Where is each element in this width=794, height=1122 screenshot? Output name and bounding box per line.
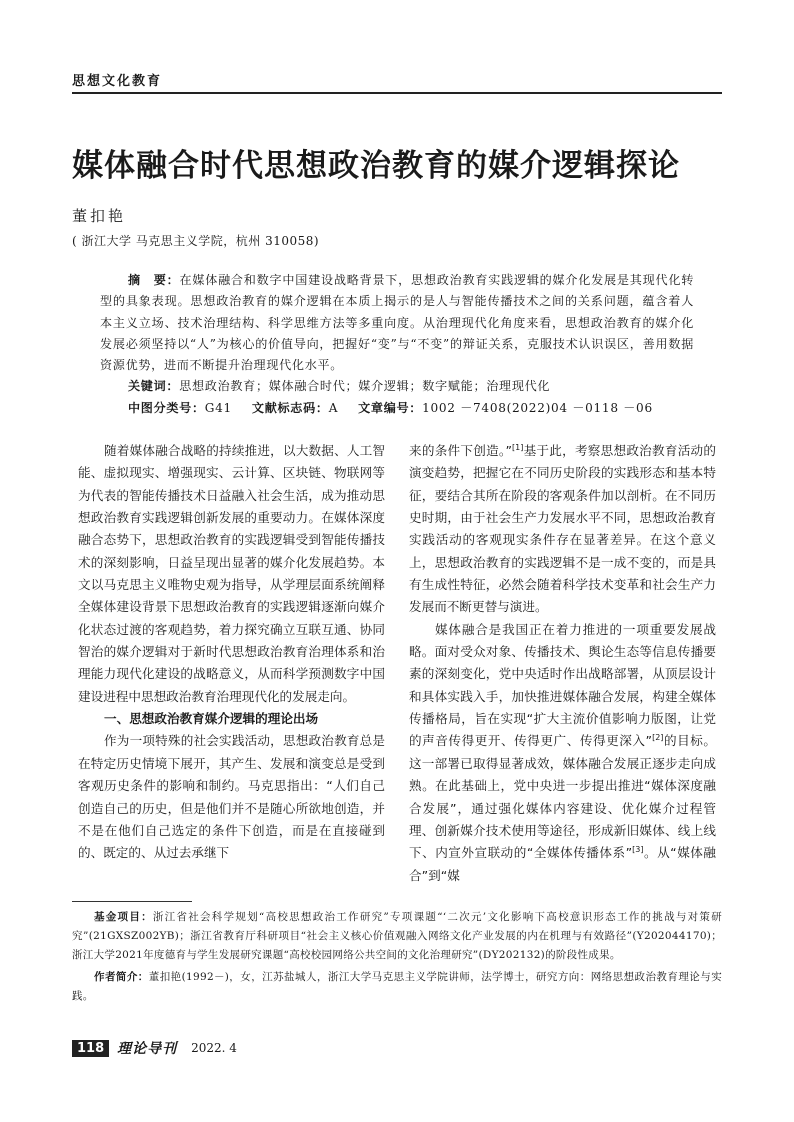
- footnotes: [72, 908, 722, 1009]
- fund-label: 基金项目：: [94, 911, 153, 923]
- author-bio-text: 董扣艳(1992－)，女，江苏盐城人，浙江大学马克思主义学院讲师，法学博士，研究方向：网络思想政治教育理论与实践。: [72, 971, 722, 1002]
- page-number: 118: [72, 1040, 109, 1057]
- paragraph-text: 来的条件下创造。”: [409, 443, 512, 458]
- section-heading-1: 一、思想政治教育媒介逻辑的理论出场: [104, 711, 319, 727]
- keywords: [100, 376, 694, 397]
- doc-code-label: 文献标志码：: [251, 400, 329, 415]
- header-rule: [72, 92, 722, 94]
- section-1-paragraph: 作为一项特殊的社会实践活动，思想政治教育总是在特定历史情境下展开，其产生、发展和演变总是受到客观历史条件的影响和制约。马克思指出：“人们自己创造自己的历史，但是他们并不是随心所欲地创造，并不是在他们自己选定的条件下创造，而是在直接碰到的、既定的、从过去承继下: [78, 733, 385, 861]
- paragraph-text: 。从“媒体融合”到“媒: [409, 845, 716, 883]
- paragraph-text: 媒体融合是我国正在着力推进的一项重要发展战略。面对受众对象、传播技术、舆论生态等信息传播要素的深刻变化，党中央适时作出战略部署，从顶层设计和具体实践入手，加快推进媒体融合发展，构建全媒体传播格局，旨在实现“扩大主流价值影响力版图，让党的声音传得更开、传得更广、传得更深入”: [409, 621, 716, 749]
- doc-code-value: A: [328, 400, 339, 415]
- footnote-rule: [72, 901, 192, 902]
- article-number-value: 1002 －7408(2022)04 －0118 －06: [422, 400, 653, 415]
- fund-text: 浙江省社会科学规划“高校思想政治工作研究”专项课题“‘二次元’文化影响下高校意识形态工作的挑战与对策研究”(21GXSZ002YB)；浙江省教育厅科研项目“社会主义核心价值观融入网络文化产业发展的内在机理与有效路径”(Y202044170)；浙江大学2021年度德育与学生发展研究课题“高校校园网络公共空间的文化治理研究”(DY202132)的阶段性成果。: [72, 911, 723, 961]
- citation-ref-1[interactable]: [1]: [511, 442, 524, 452]
- author-bio-label: 作者简介：: [94, 971, 149, 983]
- running-head: 思想文化教育: [72, 74, 163, 89]
- abstract-text: 在媒体融合和数字中国建设战略背景下，思想政治教育实践逻辑的媒介化发展是其现代化转型的具象表现。思想政治教育的媒介逻辑在本质上揭示的是人与智能传播技术之间的关系问题，蕴含着人本主义立场、技术治理结构、科学思维方法等多重向度。从治理现代化角度来看，思想政治教育的媒介化发展必须坚持以“人”为核心的价值导向，把握好“变”与“不变”的辩证关系，克服技术认识误区，善用数据资源优势，进而不断提升治理现代化水平。: [100, 273, 694, 373]
- body-column-left: [78, 440, 385, 865]
- keywords-label: 关键词：: [128, 379, 180, 394]
- keywords-text: 思想政治教育；媒体融合时代；媒介逻辑；数字赋能；治理现代化: [179, 379, 551, 394]
- article-title: 媒体融合时代思想政治教育的媒介逻辑探论: [72, 148, 680, 184]
- clc-label: 中图分类号：: [128, 400, 205, 415]
- paragraph-text: 的目标。这一部署已取得显著成效，媒体融合发展正逐步走向成熟。在此基础上，党中央进一步提出推进“媒体深度融合发展”，通过强化媒体内容建设、优化媒介过程管理、创新媒介技术使用等途径，形成新旧媒体、线上线下、内宣外宣联动的“全媒体传播体系”: [409, 733, 717, 861]
- article-number-label: 文章编号：: [358, 400, 423, 415]
- fund-note: [72, 908, 722, 965]
- author-note: [72, 968, 722, 1006]
- classification-line: [100, 398, 694, 419]
- clc-value: G41: [204, 400, 232, 415]
- citation-ref-2[interactable]: [2]: [652, 733, 664, 743]
- author-affiliation: ( 浙江大学 马克思主义学院，杭州 310058): [72, 234, 320, 248]
- issue-number: 2022. 4: [191, 1041, 237, 1055]
- media-fusion-paragraph: [409, 619, 716, 887]
- paragraph-text: 基于此，考察思想政治教育活动的演变趋势，把握它在不同历史阶段的实践形态和基本特征，要结合其所在阶段的客观条件加以剖析。在不同历史时期，由于社会生产力发展水平不同，思想政治教育实践活动的客观现实条件存在显著差异。在这个意义上，思想政治教育的实践逻辑不是一成不变的，而是具有生成性特征，必然会随着科学技术变革和社会生产力发展而不断更替与演进。: [409, 443, 716, 615]
- continued-paragraph: [409, 440, 716, 619]
- journal-name: 理论导刊: [117, 1041, 178, 1057]
- intro-paragraph: 随着媒体融合战略的持续推进，以大数据、人工智能、虚拟现实、增强现实、云计算、区块链、物联网等为代表的智能传播技术日益融入社会生活，成为推动思想政治教育实践逻辑创新发展的重要动力。在媒体深度融合态势下，思想政治教育的实践逻辑受到智能传播技术的深刻影响，日益呈现出显著的媒介化发展趋势。本文以马克思主义唯物史观为指导，从学理层面系统阐释全媒体建设背景下思想政治教育的实践逻辑逐渐向媒介化状态过渡的客观趋势，着力探究确立互联互通、协同智治的媒介逻辑对于新时代思想政治教育治理体系和治理能力现代化建设的战略意义，从而科学预测数字中国建设进程中思想政治教育治理现代化的发展走向。: [78, 443, 385, 704]
- citation-ref-3[interactable]: [3]: [632, 845, 644, 854]
- abstract-label: 摘 要：: [128, 273, 180, 287]
- author-name: 董扣艳: [72, 207, 127, 225]
- page-footer: [72, 1038, 237, 1058]
- body-column-right: [409, 440, 716, 887]
- abstract-block: [100, 270, 694, 419]
- abstract: [100, 270, 694, 376]
